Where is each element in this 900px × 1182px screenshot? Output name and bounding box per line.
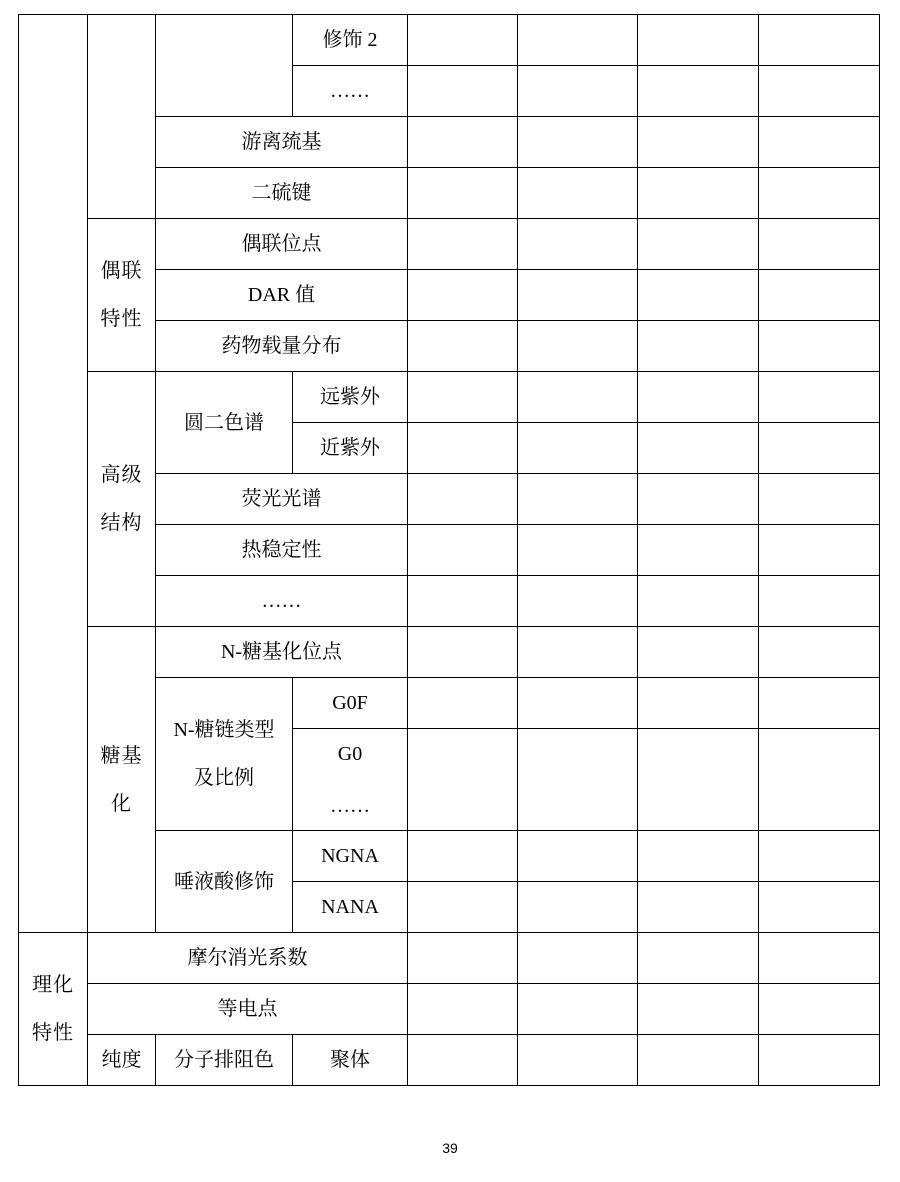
group-label-text: 高级结构	[100, 464, 143, 534]
group-label	[88, 219, 156, 372]
data-cell	[759, 270, 880, 321]
row-label: 分子排阻色	[156, 1035, 293, 1086]
sub-label-line: 及比例	[194, 767, 254, 789]
data-cell	[408, 168, 518, 219]
data-cell	[638, 270, 759, 321]
group-label-text: 偶联特性	[100, 260, 143, 330]
data-cell	[518, 729, 638, 831]
data-cell	[408, 678, 518, 729]
sub-label	[156, 678, 293, 831]
outer-group-label	[19, 933, 88, 1086]
sub-blank-cell	[156, 15, 293, 117]
table-row	[19, 984, 880, 1035]
data-cell	[638, 474, 759, 525]
group-label-text: 糖基化	[100, 744, 143, 815]
row-label: 摩尔消光系数	[88, 933, 408, 984]
data-cell	[638, 321, 759, 372]
row-label: 药物载量分布	[156, 321, 408, 372]
table-row	[19, 933, 880, 984]
data-cell	[638, 882, 759, 933]
data-cell	[638, 1035, 759, 1086]
row-label: 修饰 2	[293, 15, 408, 66]
data-cell	[759, 321, 880, 372]
row-label: ……	[156, 576, 408, 627]
data-cell	[518, 423, 638, 474]
data-cell	[638, 984, 759, 1035]
data-cell	[518, 576, 638, 627]
data-cell	[759, 831, 880, 882]
data-cell	[759, 576, 880, 627]
data-cell	[638, 831, 759, 882]
data-cell	[759, 627, 880, 678]
data-cell	[759, 678, 880, 729]
data-cell	[638, 15, 759, 66]
data-cell	[518, 882, 638, 933]
data-cell	[408, 525, 518, 576]
data-cell	[638, 66, 759, 117]
row-label: 远紫外	[293, 372, 408, 423]
data-cell	[638, 933, 759, 984]
table-row	[19, 627, 880, 678]
row-label: 二硫键	[156, 168, 408, 219]
data-cell	[518, 270, 638, 321]
data-cell	[408, 321, 518, 372]
data-cell	[408, 15, 518, 66]
row-label: ……	[293, 66, 408, 117]
row-label: DAR 值	[156, 270, 408, 321]
data-cell	[638, 525, 759, 576]
data-cell	[518, 372, 638, 423]
row-label: 热稳定性	[156, 525, 408, 576]
data-cell	[408, 423, 518, 474]
data-cell	[518, 933, 638, 984]
row-label: 游离巯基	[156, 117, 408, 168]
outer-blank-cell	[19, 15, 88, 933]
data-cell	[408, 984, 518, 1035]
data-cell	[408, 729, 518, 831]
row-label: 偶联位点	[156, 219, 408, 270]
row-label-line: G0	[337, 742, 363, 765]
data-cell	[638, 729, 759, 831]
row-label: 荧光光谱	[156, 474, 408, 525]
data-cell	[518, 66, 638, 117]
data-cell	[408, 831, 518, 882]
data-cell	[638, 678, 759, 729]
data-cell	[638, 168, 759, 219]
data-cell	[638, 219, 759, 270]
data-cell	[408, 372, 518, 423]
data-cell	[408, 933, 518, 984]
table-row	[19, 15, 880, 66]
page-number: 39	[442, 1140, 458, 1156]
data-cell	[408, 270, 518, 321]
data-cell	[759, 15, 880, 66]
row-label: 近紫外	[293, 423, 408, 474]
data-cell	[408, 1035, 518, 1086]
data-cell	[759, 729, 880, 831]
data-cell	[759, 219, 880, 270]
data-cell	[759, 372, 880, 423]
data-cell	[518, 831, 638, 882]
data-cell	[759, 525, 880, 576]
row-label: 等电点	[88, 984, 408, 1035]
data-cell	[408, 882, 518, 933]
data-cell	[759, 984, 880, 1035]
data-cell	[638, 117, 759, 168]
row-label: NGNA	[293, 831, 408, 882]
data-cell	[408, 219, 518, 270]
data-cell	[638, 423, 759, 474]
row-label: G0F	[293, 678, 408, 729]
data-cell	[518, 168, 638, 219]
sub-label: 唾液酸修饰	[156, 831, 293, 933]
data-cell	[759, 117, 880, 168]
data-cell	[759, 474, 880, 525]
row-label: N-糖基化位点	[156, 627, 408, 678]
row-label: NANA	[293, 882, 408, 933]
data-cell	[408, 117, 518, 168]
data-cell	[638, 372, 759, 423]
data-cell	[759, 423, 880, 474]
group-label	[88, 372, 156, 627]
data-cell	[518, 117, 638, 168]
row-label	[293, 729, 408, 831]
data-cell	[518, 678, 638, 729]
row-label-line: ……	[330, 794, 370, 817]
data-cell	[518, 15, 638, 66]
data-cell	[638, 627, 759, 678]
data-cell	[518, 1035, 638, 1086]
table-row	[19, 219, 880, 270]
data-cell	[518, 219, 638, 270]
group-label-text: 理化特性	[32, 974, 74, 1044]
data-cell	[408, 627, 518, 678]
data-cell	[518, 627, 638, 678]
characterization-table	[18, 14, 880, 1086]
sub-label-line: N-糖链类型	[173, 719, 275, 741]
data-cell	[759, 1035, 880, 1086]
data-cell	[518, 984, 638, 1035]
data-cell	[759, 933, 880, 984]
data-cell	[759, 66, 880, 117]
table-row	[19, 1035, 880, 1086]
sub-label: 圆二色谱	[156, 372, 293, 474]
data-cell	[638, 576, 759, 627]
data-cell	[518, 474, 638, 525]
data-cell	[408, 474, 518, 525]
data-cell	[759, 168, 880, 219]
row-label: 纯度	[88, 1035, 156, 1086]
group-label	[88, 627, 156, 933]
data-cell	[408, 66, 518, 117]
row-label: 聚体	[293, 1035, 408, 1086]
data-cell	[408, 576, 518, 627]
data-cell	[518, 321, 638, 372]
group-blank-cell	[88, 15, 156, 219]
table-row	[19, 372, 880, 423]
data-cell	[518, 525, 638, 576]
data-cell	[759, 882, 880, 933]
